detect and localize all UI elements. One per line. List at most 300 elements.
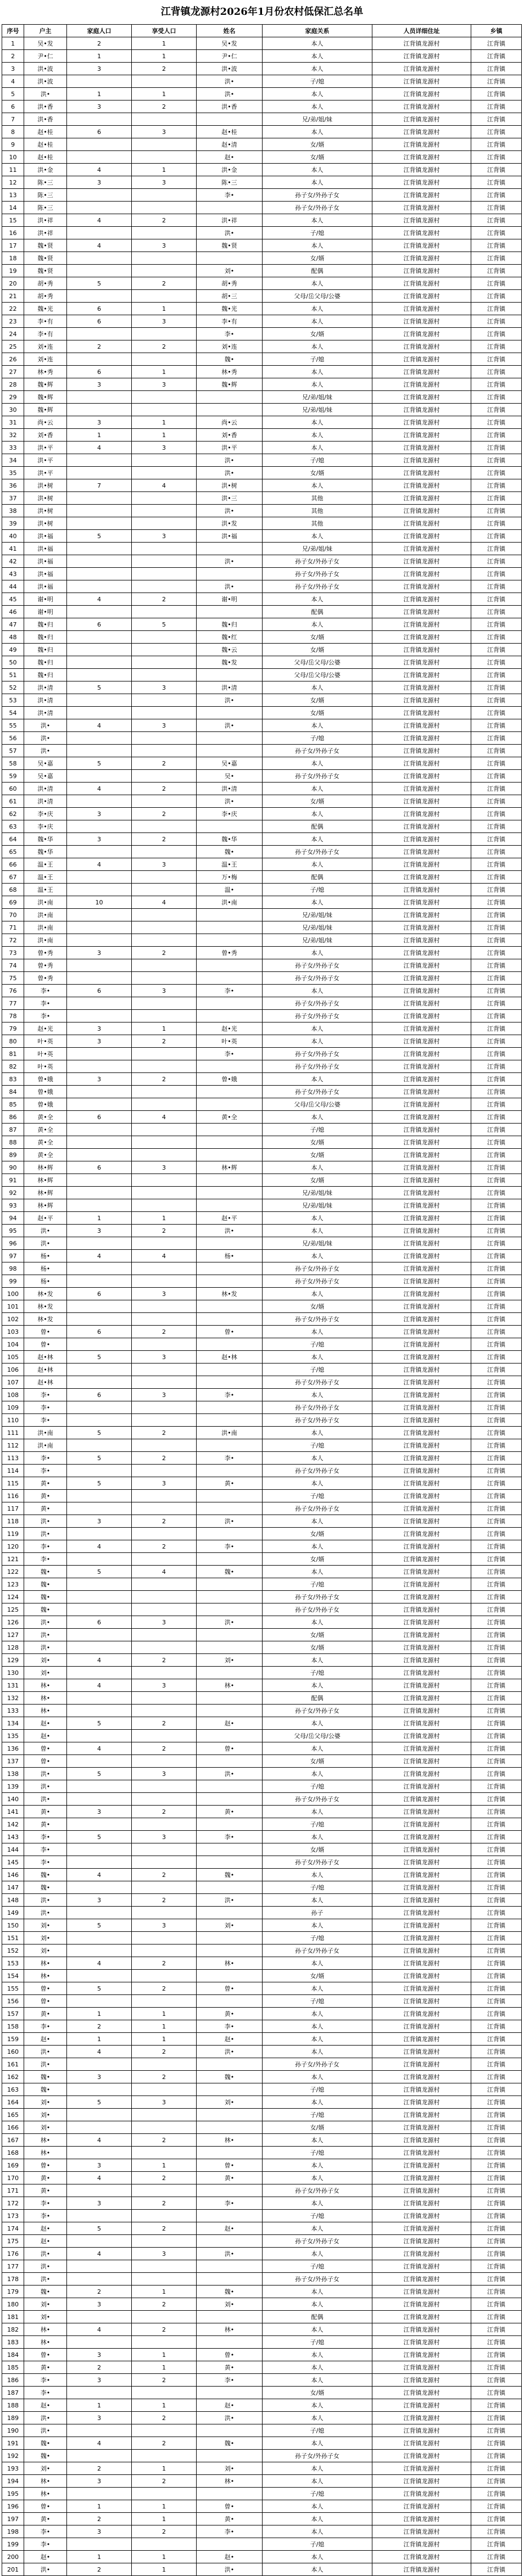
cell-relation: 孙子女/外孙子女 bbox=[263, 1376, 372, 1389]
cell-name: 李• bbox=[197, 2020, 263, 2033]
cell-township: 江背镇 bbox=[471, 1187, 522, 1199]
cell-household-head: 黄•全 bbox=[24, 1149, 67, 1161]
cell-relation: 父母/岳父母/公婆 bbox=[263, 656, 372, 669]
cell-township: 江背镇 bbox=[471, 543, 522, 555]
cell-township: 江背镇 bbox=[471, 1603, 522, 1616]
cell-benefit-count bbox=[132, 1048, 197, 1060]
cell-township: 江背镇 bbox=[471, 2551, 522, 2563]
table-row bbox=[2, 189, 522, 202]
cell-township: 江背镇 bbox=[471, 631, 522, 644]
cell-household-head: 林•发 bbox=[24, 1288, 67, 1300]
cell-township: 江背镇 bbox=[471, 1907, 522, 1919]
table-row bbox=[2, 1389, 522, 1401]
cell-township: 江背镇 bbox=[471, 2083, 522, 2096]
cell-relation: 本人 bbox=[263, 340, 372, 353]
cell-family-size bbox=[67, 2450, 132, 2462]
table-row bbox=[2, 1843, 522, 1856]
cell-benefit-count: 1 bbox=[132, 2361, 197, 2374]
cell-township: 江背镇 bbox=[471, 1427, 522, 1439]
cell-family-size: 5 bbox=[67, 1982, 132, 1995]
cell-relation: 孙子女/外孙子女 bbox=[263, 959, 372, 972]
cell-benefit-count bbox=[132, 505, 197, 517]
cell-township: 江背镇 bbox=[471, 1755, 522, 1768]
cell-township: 江背镇 bbox=[471, 1136, 522, 1149]
cell-address: 江背镇龙源村 bbox=[372, 1414, 471, 1427]
cell-household-head: 洪•树 bbox=[24, 492, 67, 505]
cell-household-head: 林•辉 bbox=[24, 1174, 67, 1187]
cell-index: 121 bbox=[2, 1553, 24, 1566]
cell-benefit-count bbox=[132, 353, 197, 366]
cell-address: 江背镇龙源村 bbox=[372, 2399, 471, 2412]
cell-index: 164 bbox=[2, 2096, 24, 2109]
cell-benefit-count: 1 bbox=[132, 2033, 197, 2046]
cell-name bbox=[197, 1780, 263, 1793]
cell-township: 江背镇 bbox=[471, 681, 522, 694]
cell-index: 147 bbox=[2, 1881, 24, 1894]
cell-household-head: 洪•清 bbox=[24, 681, 67, 694]
cell-address: 江背镇龙源村 bbox=[372, 997, 471, 1010]
cell-household-head: 魏•归 bbox=[24, 669, 67, 681]
cell-relation: 兄/弟/姐/妹 bbox=[263, 909, 372, 921]
cell-address: 江背镇龙源村 bbox=[372, 972, 471, 985]
cell-family-size bbox=[67, 2488, 132, 2500]
cell-family-size bbox=[67, 1780, 132, 1793]
cell-family-size bbox=[67, 151, 132, 164]
cell-household-head: 洪• bbox=[24, 732, 67, 745]
table-row bbox=[2, 1111, 522, 1124]
cell-address: 江背镇龙源村 bbox=[372, 2235, 471, 2248]
cell-index: 200 bbox=[2, 2551, 24, 2563]
cell-relation: 本人 bbox=[263, 1540, 372, 1553]
cell-township: 江背镇 bbox=[471, 1540, 522, 1553]
cell-index: 14 bbox=[2, 202, 24, 214]
cell-township: 江背镇 bbox=[471, 2134, 522, 2147]
cell-benefit-count bbox=[132, 265, 197, 277]
cell-index: 7 bbox=[2, 113, 24, 126]
cell-relation: 本人 bbox=[263, 2096, 372, 2109]
cell-index: 67 bbox=[2, 871, 24, 884]
cell-name: 赵•平 bbox=[197, 1212, 263, 1225]
cell-benefit-count bbox=[132, 517, 197, 530]
cell-address: 江背镇龙源村 bbox=[372, 505, 471, 517]
cell-name: 洪• bbox=[197, 1894, 263, 1907]
cell-township: 江背镇 bbox=[471, 833, 522, 846]
cell-household-head: 赵•林 bbox=[24, 1364, 67, 1376]
cell-family-size: 2 bbox=[67, 340, 132, 353]
cell-township: 江背镇 bbox=[471, 568, 522, 580]
cell-index: 62 bbox=[2, 808, 24, 820]
cell-benefit-count bbox=[132, 2058, 197, 2071]
cell-name: 李• bbox=[197, 2525, 263, 2538]
cell-family-size: 4 bbox=[67, 593, 132, 606]
table-row bbox=[2, 2008, 522, 2020]
cell-name bbox=[197, 1060, 263, 1073]
cell-index: 188 bbox=[2, 2399, 24, 2412]
cell-benefit-count bbox=[132, 959, 197, 972]
cell-township: 江背镇 bbox=[471, 2525, 522, 2538]
cell-name bbox=[197, 1401, 263, 1414]
cell-township: 江背镇 bbox=[471, 303, 522, 315]
cell-name: 洪• bbox=[197, 1515, 263, 1528]
table-row bbox=[2, 1465, 522, 1477]
cell-township: 江背镇 bbox=[471, 2184, 522, 2197]
cell-household-head: 黄• bbox=[24, 2361, 67, 2374]
cell-address: 江背镇龙源村 bbox=[372, 1806, 471, 1818]
cell-family-size: 5 bbox=[67, 1452, 132, 1465]
table-row bbox=[2, 467, 522, 479]
cell-index: 201 bbox=[2, 2563, 24, 2576]
cell-household-head: 魏•辉 bbox=[24, 404, 67, 416]
cell-name bbox=[197, 1755, 263, 1768]
cell-benefit-count bbox=[132, 2260, 197, 2273]
cell-benefit-count bbox=[132, 1237, 197, 1250]
cell-address: 江背镇龙源村 bbox=[372, 530, 471, 543]
header-index: 序号 bbox=[2, 25, 24, 37]
cell-household-head: 陈•三 bbox=[24, 202, 67, 214]
cell-index: 87 bbox=[2, 1124, 24, 1136]
cell-address: 江背镇龙源村 bbox=[372, 2538, 471, 2551]
cell-township: 江背镇 bbox=[471, 1250, 522, 1262]
cell-address: 江背镇龙源村 bbox=[372, 454, 471, 467]
table-row bbox=[2, 1364, 522, 1376]
cell-relation: 本人 bbox=[263, 1742, 372, 1755]
table-row bbox=[2, 2159, 522, 2172]
cell-index: 8 bbox=[2, 126, 24, 138]
cell-benefit-count bbox=[132, 543, 197, 555]
cell-address: 江背镇龙源村 bbox=[372, 1528, 471, 1540]
cell-index: 78 bbox=[2, 1010, 24, 1022]
cell-relation: 女/婿 bbox=[263, 707, 372, 719]
cell-address: 江背镇龙源村 bbox=[372, 618, 471, 631]
cell-relation: 子/媳 bbox=[263, 884, 372, 896]
cell-family-size: 4 bbox=[67, 1540, 132, 1553]
cell-benefit-count bbox=[132, 328, 197, 340]
cell-benefit-count: 1 bbox=[132, 1212, 197, 1225]
cell-family-size bbox=[67, 909, 132, 921]
cell-address: 江背镇龙源村 bbox=[372, 1995, 471, 2008]
cell-address: 江背镇龙源村 bbox=[372, 1124, 471, 1136]
cell-index: 194 bbox=[2, 2475, 24, 2488]
cell-address: 江背镇龙源村 bbox=[372, 1982, 471, 1995]
cell-benefit-count: 3 bbox=[132, 681, 197, 694]
cell-address: 江背镇龙源村 bbox=[372, 37, 471, 50]
table-row bbox=[2, 1225, 522, 1237]
cell-address: 江背镇龙源村 bbox=[372, 820, 471, 833]
cell-address: 江背镇龙源村 bbox=[372, 1932, 471, 1944]
cell-family-size bbox=[67, 745, 132, 757]
cell-benefit-count: 3 bbox=[132, 1679, 197, 1692]
cell-benefit-count bbox=[132, 75, 197, 88]
cell-township: 江背镇 bbox=[471, 164, 522, 176]
cell-index: 11 bbox=[2, 164, 24, 176]
table-row bbox=[2, 37, 522, 50]
cell-household-head: 洪• bbox=[24, 2046, 67, 2058]
cell-address: 江背镇龙源村 bbox=[372, 1869, 471, 1881]
cell-name bbox=[197, 2336, 263, 2349]
cell-address: 江背镇龙源村 bbox=[372, 227, 471, 239]
cell-township: 江背镇 bbox=[471, 2159, 522, 2172]
cell-index: 114 bbox=[2, 1465, 24, 1477]
cell-index: 17 bbox=[2, 239, 24, 252]
cell-index: 110 bbox=[2, 1414, 24, 1427]
cell-benefit-count bbox=[132, 404, 197, 416]
cell-relation: 子/媳 bbox=[263, 2336, 372, 2349]
cell-relation: 本人 bbox=[263, 593, 372, 606]
cell-index: 91 bbox=[2, 1174, 24, 1187]
cell-relation: 女/婿 bbox=[263, 252, 372, 265]
table-row bbox=[2, 1351, 522, 1364]
table-row bbox=[2, 1667, 522, 1679]
cell-township: 江背镇 bbox=[471, 1692, 522, 1705]
cell-index: 100 bbox=[2, 1288, 24, 1300]
cell-address: 江背镇龙源村 bbox=[372, 2298, 471, 2311]
cell-household-head: 洪•清 bbox=[24, 707, 67, 719]
cell-relation: 子/媳 bbox=[263, 1338, 372, 1351]
table-row bbox=[2, 555, 522, 568]
cell-township: 江背镇 bbox=[471, 479, 522, 492]
cell-index: 196 bbox=[2, 2500, 24, 2513]
cell-household-head: 魏• bbox=[24, 2450, 67, 2462]
cell-benefit-count: 2 bbox=[132, 1869, 197, 1881]
cell-relation: 本人 bbox=[263, 2134, 372, 2147]
cell-family-size: 7 bbox=[67, 479, 132, 492]
cell-benefit-count bbox=[132, 795, 197, 808]
cell-address: 江背镇龙源村 bbox=[372, 100, 471, 113]
cell-address: 江背镇龙源村 bbox=[372, 1843, 471, 1856]
cell-family-size: 3 bbox=[67, 1515, 132, 1528]
cell-name bbox=[197, 1338, 263, 1351]
cell-index: 172 bbox=[2, 2197, 24, 2210]
cell-relation: 子/媳 bbox=[263, 2210, 372, 2222]
cell-address: 江背镇龙源村 bbox=[372, 189, 471, 202]
cell-household-head: 洪• bbox=[24, 1616, 67, 1629]
cell-address: 江背镇龙源村 bbox=[372, 467, 471, 479]
cell-family-size: 1 bbox=[67, 2551, 132, 2563]
cell-address: 江背镇龙源村 bbox=[372, 2121, 471, 2134]
cell-family-size: 4 bbox=[67, 1742, 132, 1755]
cell-benefit-count: 1 bbox=[132, 1022, 197, 1035]
cell-index: 183 bbox=[2, 2336, 24, 2349]
cell-benefit-count: 4 bbox=[132, 479, 197, 492]
cell-benefit-count bbox=[132, 745, 197, 757]
cell-address: 江背镇龙源村 bbox=[372, 732, 471, 745]
cell-township: 江背镇 bbox=[471, 1944, 522, 1957]
table-row bbox=[2, 2387, 522, 2399]
cell-township: 江背镇 bbox=[471, 1199, 522, 1212]
table-row bbox=[2, 1679, 522, 1692]
cell-relation: 本人 bbox=[263, 1427, 372, 1439]
cell-relation: 本人 bbox=[263, 808, 372, 820]
cell-relation: 子/媳 bbox=[263, 1490, 372, 1502]
cell-township: 江背镇 bbox=[471, 1048, 522, 1060]
cell-household-head: 胡•秀 bbox=[24, 290, 67, 303]
cell-benefit-count bbox=[132, 2147, 197, 2159]
cell-address: 江背镇龙源村 bbox=[372, 2361, 471, 2374]
cell-name: 洪•清 bbox=[197, 783, 263, 795]
cell-township: 江背镇 bbox=[471, 1389, 522, 1401]
cell-family-size bbox=[67, 2210, 132, 2222]
cell-relation: 女/婿 bbox=[263, 1843, 372, 1856]
cell-address: 江背镇龙源村 bbox=[372, 1174, 471, 1187]
cell-address: 江背镇龙源村 bbox=[372, 934, 471, 947]
cell-family-size: 1 bbox=[67, 429, 132, 442]
cell-name: 魏•发 bbox=[197, 656, 263, 669]
table-row bbox=[2, 1566, 522, 1578]
cell-household-head: 洪• bbox=[24, 2563, 67, 2576]
cell-address: 江背镇龙源村 bbox=[372, 1149, 471, 1161]
cell-name bbox=[197, 568, 263, 580]
table-row bbox=[2, 2513, 522, 2525]
cell-relation: 孙子女/外孙子女 bbox=[263, 1856, 372, 1869]
cell-household-head: 魏• bbox=[24, 1603, 67, 1616]
cell-family-size bbox=[67, 656, 132, 669]
cell-relation: 其他 bbox=[263, 492, 372, 505]
cell-benefit-count: 2 bbox=[132, 2298, 197, 2311]
cell-address: 江背镇龙源村 bbox=[372, 1427, 471, 1439]
cell-benefit-count: 3 bbox=[132, 442, 197, 454]
table-row bbox=[2, 366, 522, 378]
header-household-head: 户主 bbox=[24, 25, 67, 37]
cell-family-size: 3 bbox=[67, 1035, 132, 1048]
cell-relation: 子/媳 bbox=[263, 2488, 372, 2500]
table-row bbox=[2, 138, 522, 151]
cell-index: 63 bbox=[2, 820, 24, 833]
cell-township: 江背镇 bbox=[471, 100, 522, 113]
cell-household-head: 洪• bbox=[24, 1237, 67, 1250]
cell-index: 73 bbox=[2, 947, 24, 959]
cell-index: 76 bbox=[2, 985, 24, 997]
cell-name bbox=[197, 2311, 263, 2323]
cell-township: 江背镇 bbox=[471, 176, 522, 189]
cell-township: 江背镇 bbox=[471, 2260, 522, 2273]
cell-name: 曾•娥 bbox=[197, 1073, 263, 1086]
cell-household-head: 曾•秀 bbox=[24, 972, 67, 985]
cell-family-size bbox=[67, 517, 132, 530]
cell-name: 洪•波 bbox=[197, 63, 263, 75]
cell-address: 江背镇龙源村 bbox=[372, 1970, 471, 1982]
table-row bbox=[2, 1439, 522, 1452]
cell-benefit-count: 1 bbox=[132, 37, 197, 50]
cell-family-size bbox=[67, 1818, 132, 1831]
cell-relation: 兄/弟/姐/妹 bbox=[263, 934, 372, 947]
cell-township: 江背镇 bbox=[471, 126, 522, 138]
cell-name: 洪•香 bbox=[197, 100, 263, 113]
page-title: 江背镇龙源村2026年1月份农村低保汇总名单 bbox=[160, 6, 364, 18]
cell-family-size: 6 bbox=[67, 1616, 132, 1629]
cell-township: 江背镇 bbox=[471, 1073, 522, 1086]
cell-benefit-count bbox=[132, 1780, 197, 1793]
cell-relation: 孙子女/外孙子女 bbox=[263, 1793, 372, 1806]
cell-address: 江背镇龙源村 bbox=[372, 2058, 471, 2071]
cell-household-head: 洪•南 bbox=[24, 921, 67, 934]
cell-household-head: 洪• bbox=[24, 2248, 67, 2260]
cell-household-head: 吴•嘉 bbox=[24, 757, 67, 770]
cell-household-head: 赵•林 bbox=[24, 1376, 67, 1389]
cell-index: 51 bbox=[2, 669, 24, 681]
cell-name: 黄• bbox=[197, 1477, 263, 1490]
cell-name: 林• bbox=[197, 1679, 263, 1692]
table-row bbox=[2, 1717, 522, 1730]
cell-relation: 孙子女/外孙子女 bbox=[263, 1414, 372, 1427]
cell-index: 139 bbox=[2, 1780, 24, 1793]
cell-benefit-count bbox=[132, 2083, 197, 2096]
table-row bbox=[2, 1237, 522, 1250]
cell-name bbox=[197, 1730, 263, 1742]
cell-household-head: 洪•平 bbox=[24, 454, 67, 467]
cell-address: 江背镇龙源村 bbox=[372, 656, 471, 669]
cell-benefit-count bbox=[132, 770, 197, 783]
cell-family-size: 4 bbox=[67, 1679, 132, 1692]
cell-name: 魏•贤 bbox=[197, 239, 263, 252]
table-row bbox=[2, 719, 522, 732]
cell-township: 江背镇 bbox=[471, 656, 522, 669]
cell-family-size bbox=[67, 227, 132, 239]
cell-relation: 本人 bbox=[263, 303, 372, 315]
cell-relation: 子/媳 bbox=[263, 1578, 372, 1591]
cell-township: 江背镇 bbox=[471, 1894, 522, 1907]
table-row bbox=[2, 214, 522, 227]
cell-township: 江背镇 bbox=[471, 505, 522, 517]
cell-name bbox=[197, 1705, 263, 1717]
cell-household-head: 洪• bbox=[24, 1780, 67, 1793]
table-row bbox=[2, 1338, 522, 1351]
cell-benefit-count: 2 bbox=[132, 1654, 197, 1667]
cell-benefit-count bbox=[132, 1856, 197, 1869]
cell-name bbox=[197, 1641, 263, 1654]
cell-family-size bbox=[67, 1010, 132, 1022]
cell-name: 洪• bbox=[197, 467, 263, 479]
cell-household-head: 李• bbox=[24, 1452, 67, 1465]
cell-relation: 本人 bbox=[263, 366, 372, 378]
cell-address: 江背镇龙源村 bbox=[372, 378, 471, 391]
cell-township: 江背镇 bbox=[471, 1869, 522, 1881]
cell-name bbox=[197, 1907, 263, 1919]
cell-index: 193 bbox=[2, 2462, 24, 2475]
cell-benefit-count bbox=[132, 391, 197, 404]
table-row bbox=[2, 1742, 522, 1755]
cell-benefit-count: 2 bbox=[132, 2134, 197, 2147]
cell-relation: 子/媳 bbox=[263, 2083, 372, 2096]
table-row bbox=[2, 2033, 522, 2046]
cell-index: 29 bbox=[2, 391, 24, 404]
cell-benefit-count: 1 bbox=[132, 2286, 197, 2298]
cell-household-head: 黄• bbox=[24, 2513, 67, 2525]
cell-household-head: 林• bbox=[24, 1970, 67, 1982]
table-row bbox=[2, 2235, 522, 2248]
cell-benefit-count: 1 bbox=[132, 50, 197, 63]
cell-name: 魏• bbox=[197, 353, 263, 366]
cell-household-head: 魏•光 bbox=[24, 303, 67, 315]
cell-name bbox=[197, 1528, 263, 1540]
cell-household-head: 刘• bbox=[24, 2096, 67, 2109]
cell-household-head: 洪•波 bbox=[24, 75, 67, 88]
cell-household-head: 林• bbox=[24, 1679, 67, 1692]
cell-benefit-count: 3 bbox=[132, 858, 197, 871]
table-row bbox=[2, 1262, 522, 1275]
cell-name: 赵•清 bbox=[197, 138, 263, 151]
cell-township: 江背镇 bbox=[471, 1212, 522, 1225]
cell-township: 江背镇 bbox=[471, 972, 522, 985]
cell-family-size: 6 bbox=[67, 1326, 132, 1338]
cell-address: 江背镇龙源村 bbox=[372, 88, 471, 100]
cell-address: 江背镇龙源村 bbox=[372, 1351, 471, 1364]
cell-address: 江背镇龙源村 bbox=[372, 2046, 471, 2058]
cell-address: 江背镇龙源村 bbox=[372, 2475, 471, 2488]
cell-address: 江背镇龙源村 bbox=[372, 1591, 471, 1603]
cell-index: 20 bbox=[2, 277, 24, 290]
cell-address: 江背镇龙源村 bbox=[372, 959, 471, 972]
cell-family-size: 3 bbox=[67, 2159, 132, 2172]
